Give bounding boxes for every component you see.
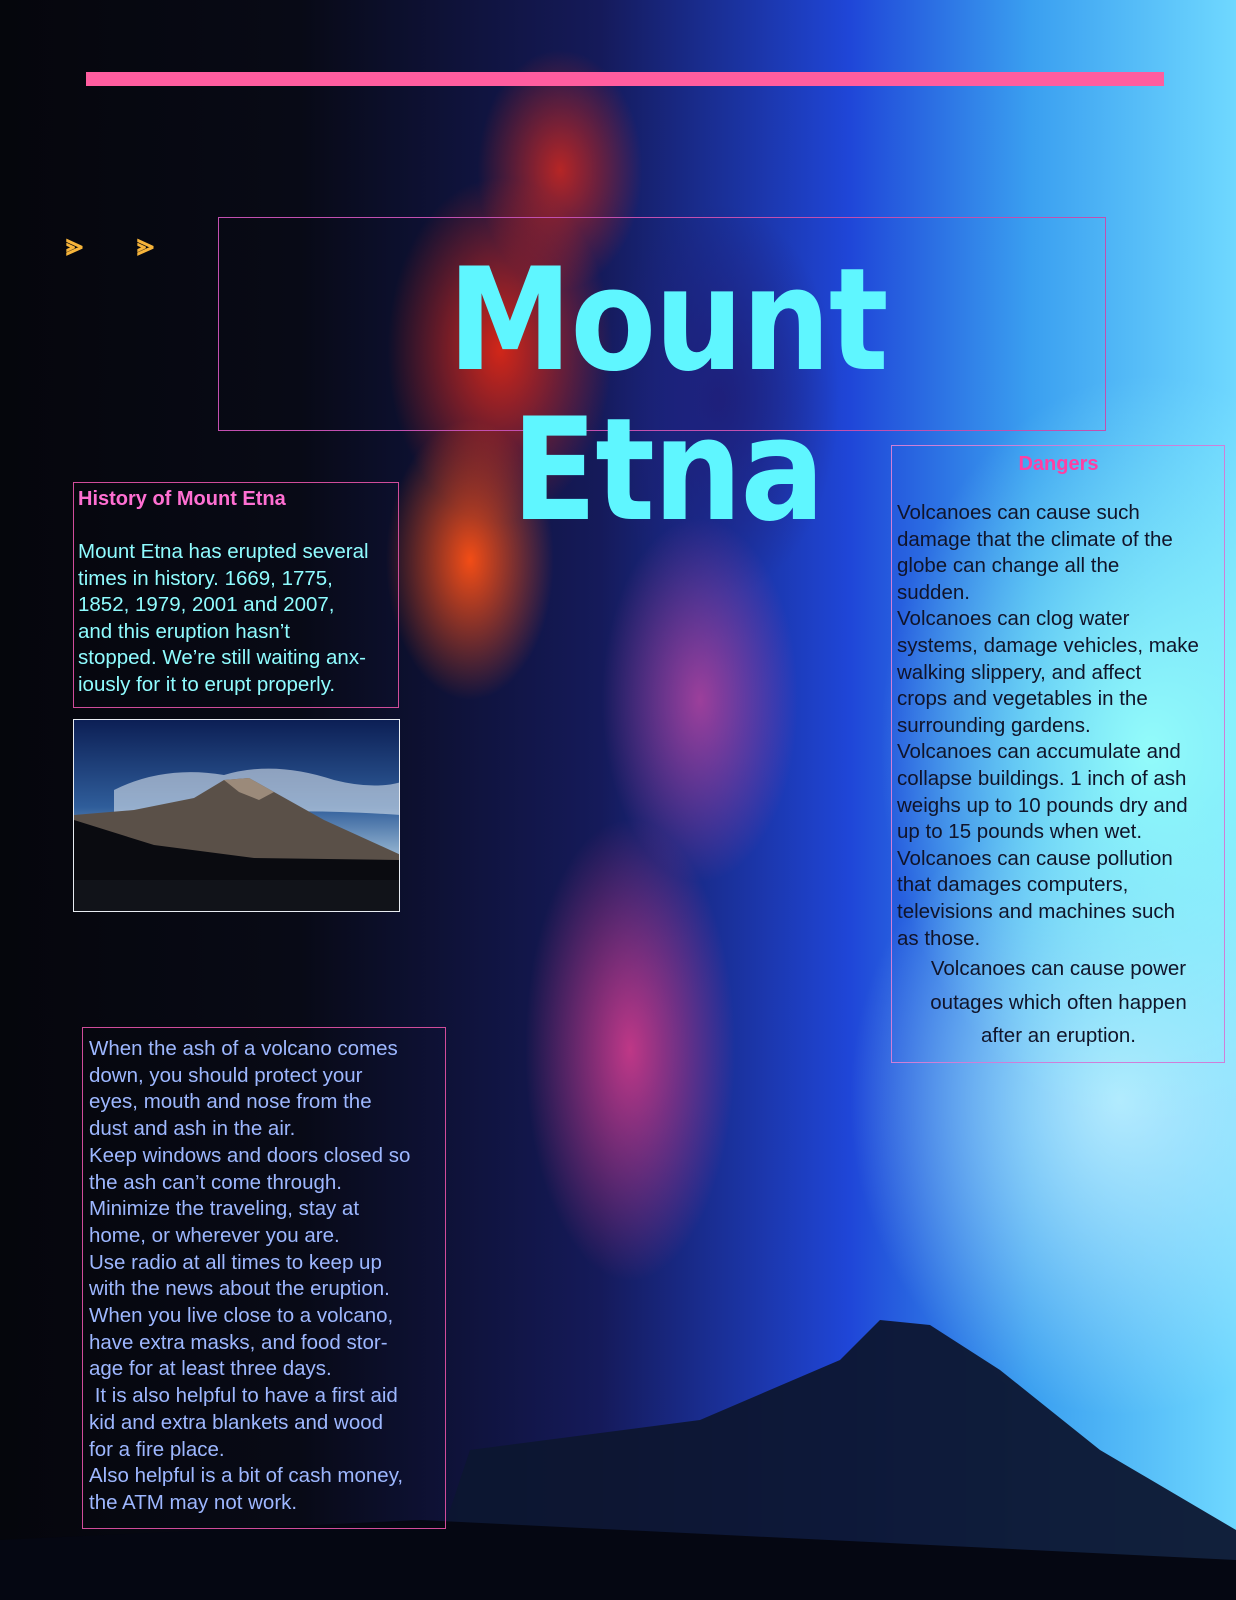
dangers-body — [897, 500, 1220, 952]
advice-line: the ash can’t come through. — [89, 1170, 342, 1194]
dangers-line: collapse buildings. 1 inch of ash — [897, 766, 1187, 790]
advice-line: have extra masks, and food stor- — [89, 1330, 388, 1354]
history-heading: History of Mount Etna — [78, 488, 286, 510]
advice-line: for a fire place. — [89, 1437, 225, 1461]
advice-line: eyes, mouth and nose from the — [89, 1090, 372, 1114]
advice-line: It is also helpful to have a first aid — [89, 1384, 398, 1408]
dangers-line: walking slippery, and affect — [897, 660, 1142, 684]
history-section — [73, 482, 399, 708]
mountain-photo-art — [74, 720, 400, 912]
dangers-line: damage that the climate of the — [897, 527, 1173, 551]
dangers-line: as those. — [897, 926, 981, 950]
dangers-centered-line: outages which often happen — [930, 990, 1187, 1014]
dangers-line: crops and vegetables in the — [897, 687, 1148, 711]
history-line: stopped. We’re still waiting anx- — [78, 646, 366, 670]
advice-line: When you live close to a volcano, — [89, 1304, 394, 1328]
advice-line: home, or wherever you are. — [89, 1223, 340, 1247]
advice-line: Minimize the traveling, stay at — [89, 1197, 360, 1221]
advice-line: Use radio at all times to keep up — [89, 1250, 382, 1274]
dangers-line: televisions and machines such — [897, 899, 1176, 923]
dangers-line: that damages computers, — [897, 873, 1129, 897]
advice-line: dust and ash in the air. — [89, 1117, 296, 1141]
history-line: Mount Etna has erupted several — [78, 540, 369, 563]
page-title: Mount Etna — [447, 238, 887, 553]
history-body — [78, 539, 394, 699]
dangers-section — [891, 445, 1225, 1063]
history-line: iously for it to erupt properly. — [78, 672, 336, 696]
advice-line: Also helpful is a bit of cash money, — [89, 1464, 404, 1488]
dangers-line: weighs up to 10 pounds dry and — [897, 793, 1188, 817]
advice-line: with the news about the eruption. — [89, 1277, 390, 1301]
advice-line: down, you should protect your — [89, 1063, 363, 1087]
advice-line: When the ash of a volcano comes — [89, 1037, 398, 1060]
dangers-line: up to 15 pounds when wet. — [897, 820, 1143, 844]
dangers-line: globe can change all the — [897, 554, 1120, 578]
dangers-centered-block — [897, 952, 1220, 1053]
double-chevron-right-icon: ⪢ ⪢ — [66, 228, 172, 263]
dangers-line: systems, damage vehicles, make — [897, 633, 1199, 657]
safety-advice-section — [82, 1027, 446, 1529]
dangers-line: Volcanoes can clog water — [897, 607, 1130, 631]
advice-line: age for at least three days. — [89, 1357, 332, 1381]
mountain-photo — [73, 719, 400, 912]
dangers-line: surrounding gardens. — [897, 713, 1091, 737]
advice-line: Keep windows and doors closed so — [89, 1143, 411, 1167]
history-line: and this eruption hasn’t — [78, 619, 290, 643]
dangers-line: Volcanoes can cause pollution — [897, 846, 1173, 870]
dangers-centered-line: Volcanoes can cause power — [930, 957, 1187, 981]
dangers-line: Volcanoes can cause such — [897, 501, 1140, 524]
history-line: 1852, 1979, 2001 and 2007, — [78, 593, 335, 617]
dangers-line: Volcanoes can accumulate and — [897, 740, 1181, 764]
advice-line: the ATM may not work. — [89, 1490, 298, 1514]
dangers-centered-line: after an eruption. — [981, 1024, 1136, 1048]
top-accent-bar — [86, 72, 1164, 86]
history-line: times in history. 1669, 1775, — [78, 566, 333, 590]
advice-line: kid and extra blankets and wood — [89, 1410, 384, 1434]
dangers-heading: Dangers — [1018, 453, 1099, 475]
advice-body — [89, 1036, 439, 1517]
dangers-line: sudden. — [897, 580, 970, 604]
